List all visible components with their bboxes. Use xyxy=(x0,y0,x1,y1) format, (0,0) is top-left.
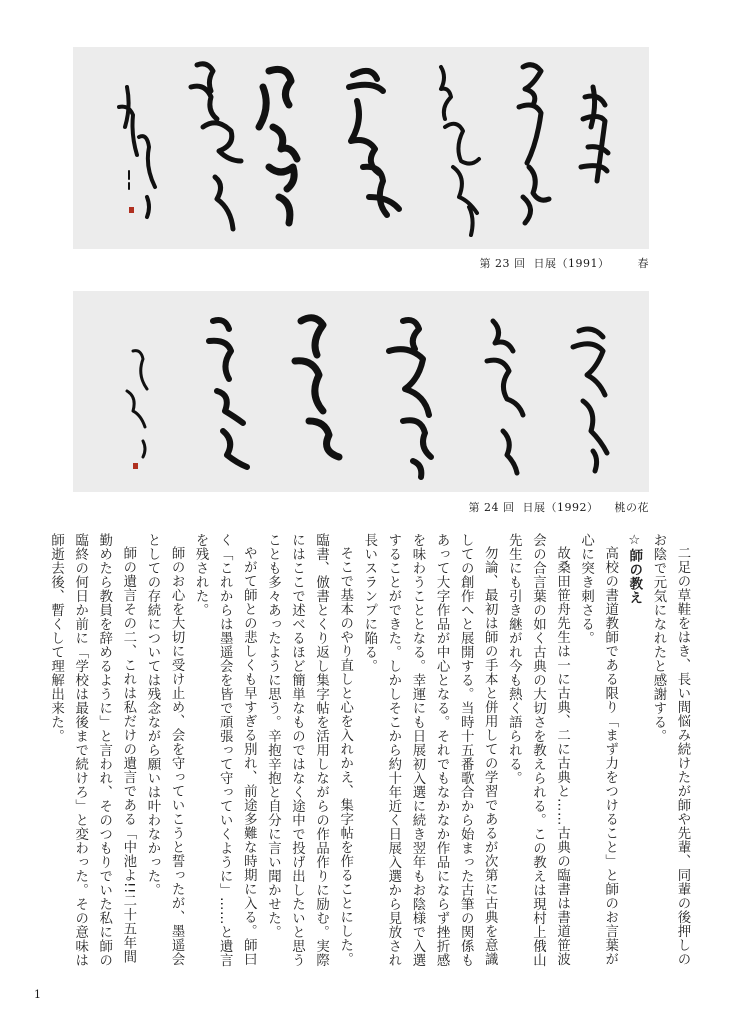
paragraph: 高校の書道教師である限り「まず力をつけること」と師のお言葉が心に突き刺さる。 xyxy=(578,533,618,967)
paragraph: そこで基本のやり直しと心を入れかえ、集字帖を作ることにした。臨書、倣書とくり返し集字帖を活用しながらの作品作りに励む。実際にはここで述べるほど簡単なものではなく途中で投げ出したいと思うことも多々あったように思う。辛抱辛抱と自分に言い聞かせた。 xyxy=(265,533,353,967)
essay-body xyxy=(43,533,694,973)
plate-caption-1: 第 23 回 日展（1991） 春 xyxy=(479,257,649,270)
paragraph: やがて師との悲しくも早すぎる別れ、前途多難な時期に入る。師曰く「これからは墨遥会を皆で頑張って守っていくように」……と遺言を残された。 xyxy=(193,533,257,967)
page-number: 1 xyxy=(34,988,41,1001)
plate-caption-2: 第 24 回 日展（1992） 桃の花 xyxy=(468,501,649,514)
paragraph: 師のお心を大切に受け止め、会を守っていこうと誓ったが、墨遥会としての存続については残念ながら願いは叶わなかった。 xyxy=(144,533,185,967)
calligraphy-image-momo-no-hana xyxy=(73,291,649,492)
section-heading: ☆師の教え xyxy=(626,533,642,605)
paragraph: 故桑田笹舟先生は一に古典、二に古典と……古典の臨書は書道笹波会の合言葉の如く古典の大切さを教えられる。この教えは現村上俄山先生にも引き継がれ今も熱く語られる。 xyxy=(506,533,570,967)
paragraph: 二足の草鞋をはき、長い間悩み続けたが師や先輩、同輩の後押しのお陰で元気になれたと感謝する。 xyxy=(650,533,690,967)
calligraphy-image-haru xyxy=(73,47,649,249)
paragraph: 師の遺言その二、これは私だけの遺言である「中池よ!!二十五年間勤めたら教員を辞めるように」と言われ、そのつもりでいた私に師の臨終の何日か前に「学校は最後まで続けろ」と変わった。その意味は師逝去後、暫くして理解出来た。 xyxy=(48,533,136,967)
paragraph: 勿論、最初は師の手本と併用しての学習であるが次第に古典を意識しての創作へと展開する。当時十五番歌合から始まった古筆の関係もあって大字作品が中心となる。それでもなかなか作品にならず挫折感を味わうこととなる。幸運にも日展初入選に続き翌年もお陰様で入選することができた。しかしそこから約十年近く日展入選から見放され長いスランプに陥る。 xyxy=(361,533,498,967)
